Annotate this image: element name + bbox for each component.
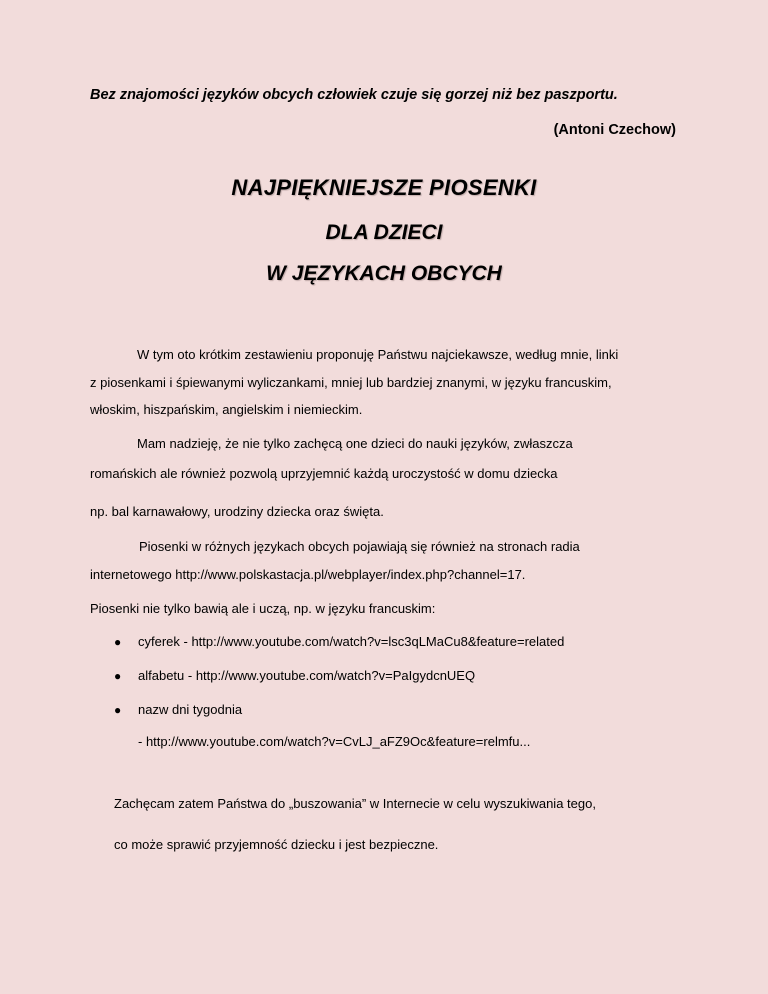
bullet-icon: ● bbox=[114, 669, 122, 683]
bullet-icon: ● bbox=[114, 635, 122, 649]
paragraph-1-line-2: z piosenkami i śpiewanymi wyliczankami, mniej lub bardziej znanymi, w języku francuskim, bbox=[90, 375, 612, 390]
list-intro: Piosenki nie tylko bawią ale i uczą, np. w języku francuskim: bbox=[90, 601, 436, 616]
list-item bbox=[114, 702, 242, 717]
bullet-icon: ● bbox=[114, 703, 122, 717]
title-line-1: NAJPIĘKNIEJSZE PIOSENKI bbox=[231, 175, 537, 200]
epigraph-author: (Antoni Czechow) bbox=[553, 122, 676, 138]
paragraph-2-line-1: Mam nadzieję, że nie tylko zachęcą one dzieci do nauki języków, zwłaszcza bbox=[137, 436, 573, 451]
list-item-text: alfabetu - http://www.youtube.com/watch?v=PaIgydcnUEQ bbox=[138, 668, 476, 683]
list-item-text: cyferek - http://www.youtube.com/watch?v=lsc3qLMaCu8&feature=related bbox=[138, 634, 565, 649]
title-line-2: DLA DZIECI bbox=[325, 221, 443, 244]
epigraph-quote: Bez znajomości języków obcych człowiek czuje się gorzej niż bez paszportu. bbox=[90, 87, 618, 103]
paragraph-2-line-2: romańskich ale również pozwolą uprzyjemnić każdą uroczystość w domu dziecka bbox=[90, 466, 558, 481]
title-line-3: W JĘZYKACH OBCYCH bbox=[266, 262, 502, 285]
paragraph-3-line-2: internetowego http://www.polskastacja.pl/webplayer/index.php?channel=17. bbox=[90, 567, 526, 582]
list-item bbox=[114, 668, 475, 683]
paragraph-3-line-1: Piosenki w różnych językach obcych pojawiają się również na stronach radia bbox=[139, 539, 580, 554]
paragraph-1-line-3: włoskim, hiszpańskim, angielskim i niemieckim. bbox=[90, 402, 363, 417]
list-item bbox=[114, 634, 564, 649]
paragraph-1-line-1: W tym oto krótkim zestawieniu proponuję Państwu najciekawsze, według mnie, linki bbox=[137, 347, 619, 362]
paragraph-2-line-3: np. bal karnawałowy, urodziny dziecka oraz święta. bbox=[90, 504, 384, 519]
list-item-continuation: - http://www.youtube.com/watch?v=CvLJ_aFZ9Oc&feature=relmfu... bbox=[138, 734, 531, 749]
closing-line-1: Zachęcam zatem Państwa do „buszowania” w Internecie w celu wyszukiwania tego, bbox=[114, 796, 596, 811]
list-item-text: nazw dni tygodnia bbox=[138, 702, 243, 717]
closing-line-2: co może sprawić przyjemność dziecku i jest bezpieczne. bbox=[114, 837, 439, 852]
